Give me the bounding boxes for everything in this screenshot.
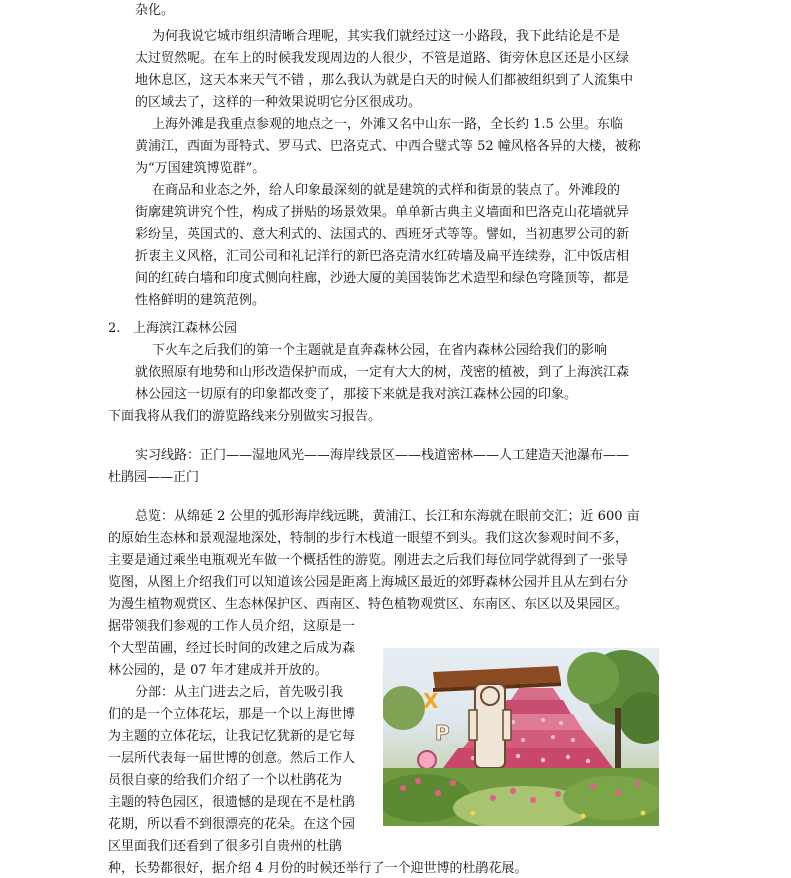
- flower-sculpture-photo: [383, 648, 659, 826]
- text-line: 太过贸然呢。在车上的时候我发现周边的人很少，不管是道路、街旁休息区还是小区绿: [135, 51, 630, 66]
- text-line: 花期，所以看不到很漂亮的花朵。在这个园: [108, 817, 356, 832]
- text-line: 间的红砖白墙和印度式侧向柱廊，沙逊大厦的美国装饰艺术造型和绿色穹隆顶等，都是: [135, 271, 630, 286]
- text-line: 的区域去了，这样的一种效果说明它分区很成功。: [135, 95, 422, 110]
- text-line: 们的是一个立体花坛，那是一个以上海世博: [108, 707, 356, 722]
- text-line: 为主题的立体花坛，让我记忆犹新的是它每: [108, 729, 356, 744]
- text-line: 为何我说它城市组织清晰合理呢，其实我们就经过这一小路段，我下此结论是不是: [152, 29, 621, 44]
- svg-text:X: X: [423, 689, 439, 713]
- text-line: 街廓建筑讲究个性，构成了拼贴的场景效果。单单新古典主义墙面和巴洛克山花墙就异: [135, 205, 630, 220]
- text-line: 折衷主义风格，汇司公司和礼记洋行的新巴洛克清水红砖墙及扁平连续券，汇中饭店相: [135, 249, 630, 264]
- text-line: 的原始生态林和景观湿地深处，特制的步行木栈道一眼望不到头。我们这次参观时间不多，: [108, 531, 629, 546]
- text-line: 为漫生植物观赏区、生态林保护区、西南区、特色植物观赏区、东南区、东区以及果园区。: [108, 597, 629, 612]
- text-line: 黄浦江，西面为哥特式、罗马式、巴洛克式、中西合璧式等 52 幢风格各异的大楼，被称: [135, 139, 641, 154]
- text-line: 性格鲜明的建筑范例。: [135, 293, 266, 308]
- text-line: 总览：从绵延 2 公里的弧形海岸线远眺，黄浦江、长江和东海就在眼前交汇；近 600 亩: [135, 509, 640, 524]
- text-line: 杂化。: [135, 3, 175, 18]
- section-heading: 上海滨江森林公园: [133, 321, 238, 336]
- route-line: 杜鹃园——正门: [108, 470, 200, 485]
- text-line: 据带领我们参观的工作人员介绍，这原是一: [108, 619, 356, 634]
- text-line: 分部：从主门进去之后，首先吸引我: [135, 685, 344, 700]
- text-line: 主要是通过乘坐电瓶观光车做一个概括性的游览。刚进去之后我们每位同学就得到了一张导: [108, 553, 629, 568]
- text-line: 员很自豪的给我们介绍了一个以杜鹃花为: [108, 773, 343, 788]
- text-line: 一层所代表每一届世博的创意。然后工作人: [108, 751, 356, 766]
- text-line: 上海外滩是我重点参观的地点之一，外滩又名中山东一路，全长约 1.5 公里。东临: [152, 117, 623, 132]
- text-line: 地休息区，这天本来天气不错 ，那么我认为就是白天的时候人们都被组织到了人流集中: [135, 73, 634, 88]
- text-line: 就依照原有地势和山形改造保护而成，一定有大大的树，茂密的植被，到了上海滨江森: [135, 365, 630, 380]
- text-line: 为“万国建筑博览群”。: [135, 161, 266, 176]
- text-line: 林公园的，是 07 年才建成并开放的。: [108, 663, 328, 678]
- section-number: 2.: [108, 321, 121, 336]
- text-line: 下面我将从我们的游览路线来分别做实习报告。: [108, 409, 382, 424]
- text-line: 林公园这一切原有的印象都改变了，那接下来就是我对滨江森林公园的印象。: [135, 387, 578, 402]
- text-line: 种，长势都很好，据介绍 4 月份的时候还举行了一个迎世博的杜鹃花展。: [108, 861, 528, 876]
- text-line: 在商品和业态之外，给人印象最深刻的就是建筑的式样和街景的装点了。外滩段的: [152, 183, 621, 198]
- text-line: 主题的特色园区，很遗憾的是现在不是杜鹃: [108, 795, 356, 810]
- text-line: 个大型苗圃，经过长时间的改建之后成为森: [108, 641, 356, 656]
- text-line: 彩纷呈，英国式的、意大利式的、法国式的、西班牙式等等。譬如，当初惠罗公司的新: [135, 227, 630, 242]
- text-line: 区里面我们还看到了很多引自贵州的杜鹃: [108, 839, 343, 854]
- svg-text:P: P: [435, 721, 450, 745]
- route-line: 实习线路：正门——湿地风光——海岸线景区——栈道密林——人工建造天池瀑布——: [135, 448, 630, 463]
- text-line: 览图，从图上介绍我们可以知道该公园是距离上海城区最近的郊野森林公园并且从左到右分: [108, 575, 629, 590]
- text-line: 下火车之后我们的第一个主题就是直奔森林公园，在省内森林公园给我们的影响: [152, 343, 608, 358]
